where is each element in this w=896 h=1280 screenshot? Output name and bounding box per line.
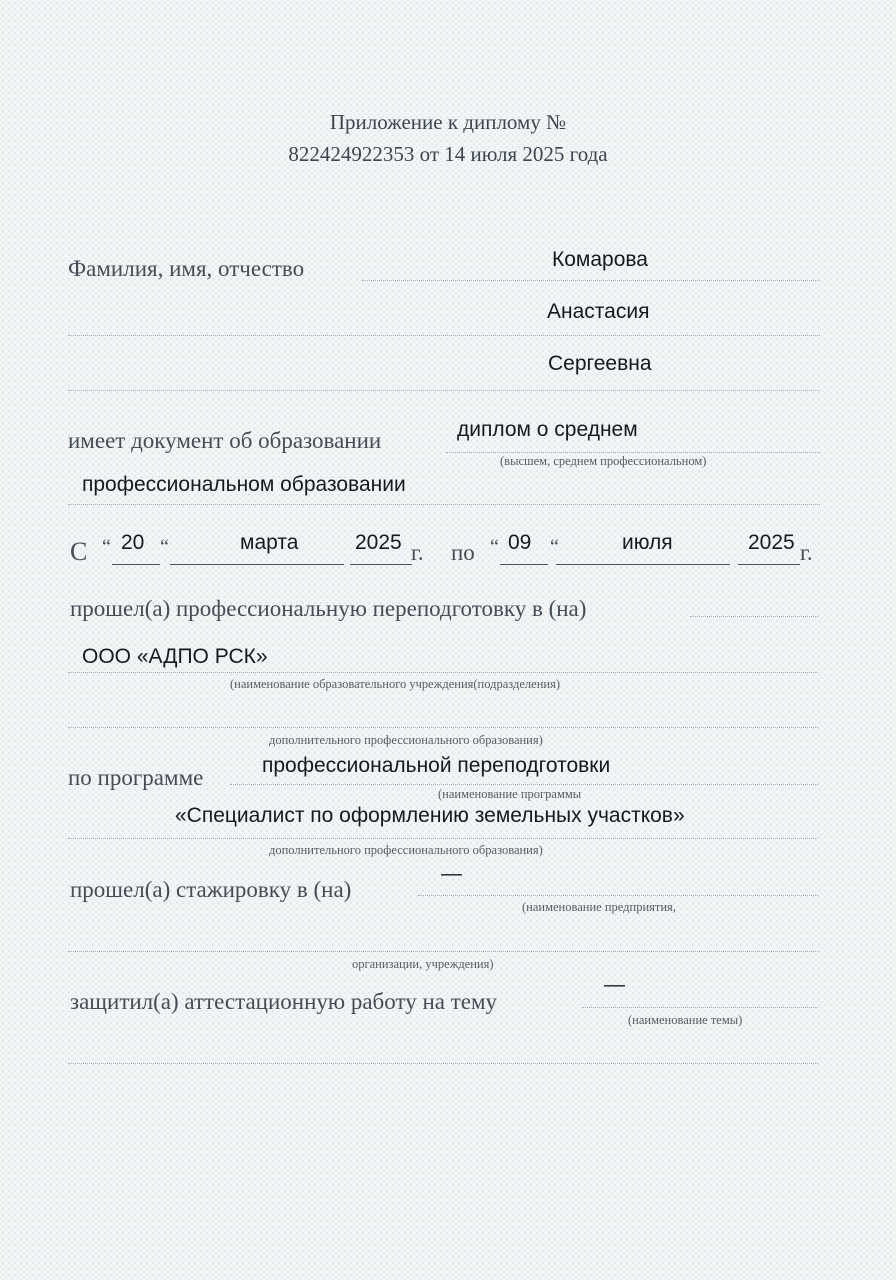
diploma-number-date: 822424922353 от 14 июля 2025 года	[288, 142, 608, 166]
retraining-line-1	[690, 616, 818, 617]
thesis-label: защитил(а) аттестационную работу на тему	[70, 989, 498, 1014]
education-label: имеет документ об образовании	[68, 428, 382, 453]
program-line-1	[230, 784, 818, 785]
program-label: по программе	[68, 765, 204, 790]
education-line-1	[446, 452, 820, 453]
retraining-label: прошел(а) профессиональную переподготовку в (на)	[70, 596, 587, 621]
education-value-1: диплом о среднем	[457, 418, 638, 441]
internship-line-1	[418, 895, 818, 896]
close-quote-2: “	[550, 536, 559, 558]
from-day-line	[112, 564, 160, 565]
from-prefix: С	[70, 537, 88, 566]
fio-line-1	[362, 280, 820, 281]
thesis-line-2	[68, 1063, 818, 1064]
surname-value: Комарова	[552, 248, 648, 271]
from-month: марта	[240, 531, 299, 554]
retraining-hint-1: (наименование образовательного учреждения(подразделения)	[230, 677, 560, 691]
patronymic-value: Сергеевна	[548, 352, 652, 375]
to-day-line	[500, 564, 548, 565]
fio-label: Фамилия, имя, отчество	[68, 256, 305, 281]
to-month: июля	[622, 531, 673, 554]
to-month-line	[556, 564, 730, 565]
program-line-2	[68, 838, 818, 839]
internship-label: прошел(а) стажировку в (на)	[70, 877, 352, 902]
education-hint: (высшем, среднем профессиональном)	[500, 454, 707, 468]
thesis-hint: (наименование темы)	[628, 1013, 743, 1027]
from-month-line	[170, 564, 344, 565]
internship-value: —	[441, 862, 462, 885]
thesis-value: —	[604, 973, 625, 996]
fio-line-3	[68, 390, 820, 391]
internship-hint-1: (наименование предприятия,	[522, 900, 676, 914]
thesis-line-1	[582, 1007, 818, 1008]
to-day: 09	[508, 531, 532, 554]
retraining-org: ООО «АДПО РСК»	[82, 645, 268, 668]
education-line-2	[68, 504, 820, 505]
open-quote-1: “	[102, 536, 111, 558]
from-year: 2025	[355, 531, 402, 554]
from-year-line	[350, 564, 412, 565]
program-hint-1: (наименование программы	[438, 787, 582, 801]
program-hint-2: дополнительного профессионального образования)	[269, 843, 543, 857]
year-suffix-2: г.	[800, 540, 813, 565]
program-value-2: «Специалист по оформлению земельных участков»	[175, 804, 685, 827]
retraining-line-3	[68, 727, 818, 728]
retraining-hint-2: дополнительного профессионального образования)	[269, 733, 543, 747]
name-value: Анастасия	[547, 300, 650, 323]
to-year-line	[738, 564, 800, 565]
close-quote-1: “	[160, 536, 169, 558]
open-quote-2: “	[490, 536, 499, 558]
fio-line-2	[68, 335, 820, 336]
appendix-title: Приложение к диплому №	[329, 110, 567, 134]
to-prefix: по	[451, 540, 475, 565]
program-value-1: профессиональной переподготовки	[262, 754, 611, 777]
retraining-line-2	[68, 672, 818, 673]
education-value-2: профессиональном образовании	[82, 473, 406, 496]
internship-hint-2: организации, учреждения)	[352, 957, 494, 971]
from-day: 20	[121, 531, 145, 554]
to-year: 2025	[748, 531, 795, 554]
internship-line-2	[68, 951, 818, 952]
year-suffix-1: г.	[411, 540, 424, 565]
